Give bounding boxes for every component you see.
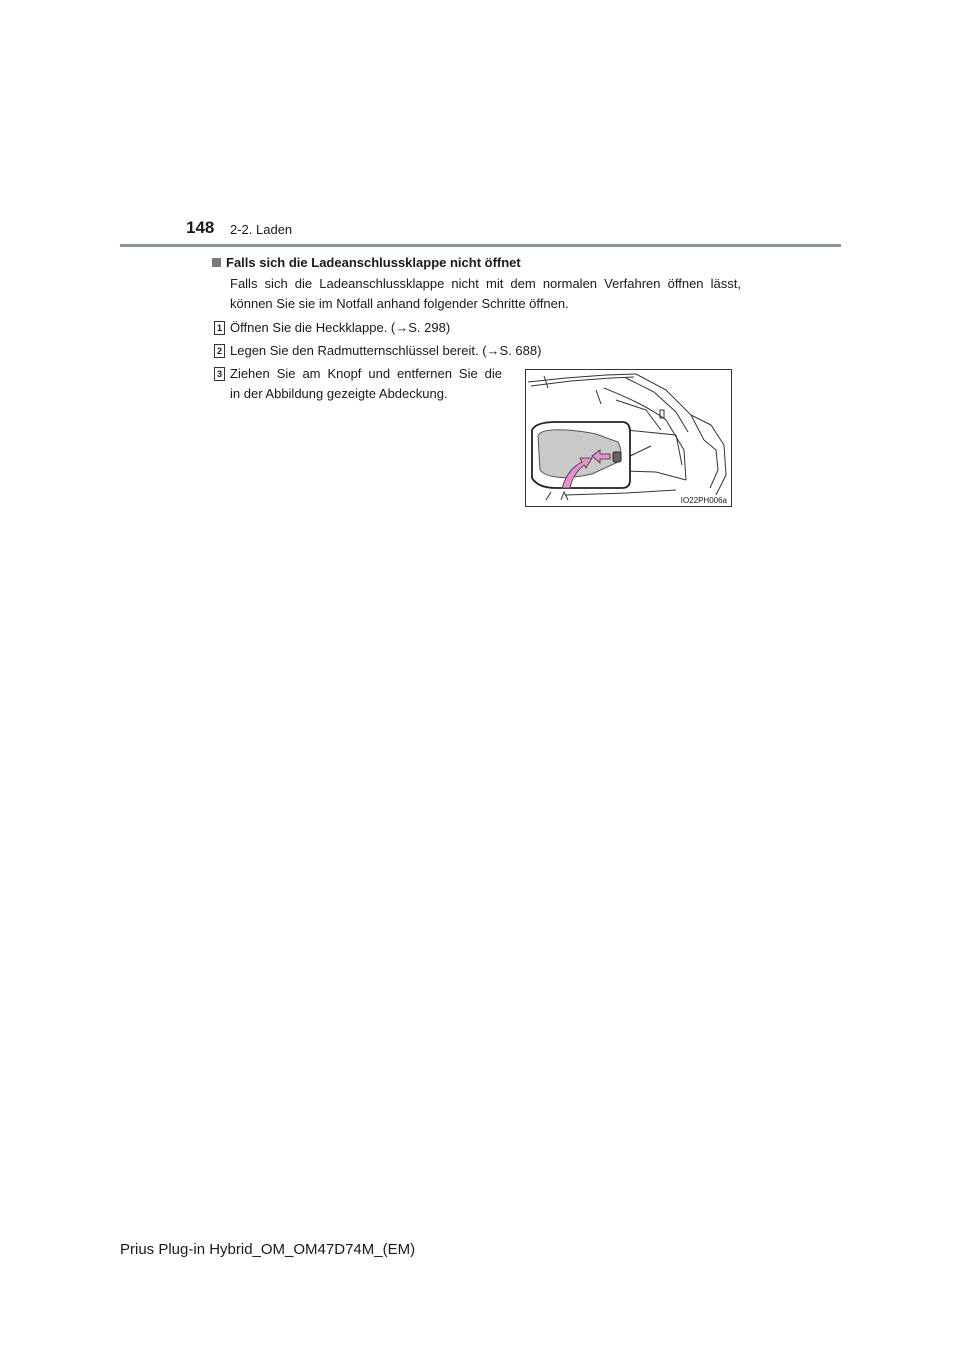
square-bullet-icon (212, 258, 221, 267)
intro-line-2: können Sie sie im Notfall anhand folgender Schritte öffnen. (230, 296, 569, 311)
step-text: Öffnen Sie die Heckklappe. (→S. 298) (230, 320, 451, 335)
intro-paragraph (230, 274, 741, 314)
trunk-illustration (526, 370, 731, 506)
figure-id-label: IO22PH006a (680, 496, 727, 505)
step-number-badge: 3 (214, 367, 225, 381)
page-number: 148 (186, 218, 215, 237)
subsection-heading (212, 255, 521, 270)
step-text: Legen Sie den Radmutternschlüssel bereit. (→S. 688) (230, 343, 542, 358)
cover-inset (532, 422, 651, 488)
step-number-badge: 2 (214, 344, 225, 358)
intro-line-1: Falls sich die Ladeanschlussklappe nicht mit dem normalen Verfahren öffnen lässt, (230, 276, 741, 291)
section-title: 2-2. Laden (230, 222, 293, 237)
step-text (230, 364, 502, 404)
header-divider (120, 244, 841, 247)
step-text-line-1: Ziehen Sie am Knopf und entfernen Sie die (230, 366, 502, 381)
illustration-trunk-cover (525, 369, 732, 507)
document-footer: Prius Plug-in Hybrid_OM_OM47D74M_(EM) (120, 1241, 416, 1258)
step-text-line-2: in der Abbildung gezeigte Abdeckung. (230, 386, 448, 401)
step-number-badge: 1 (214, 321, 225, 335)
heading-text: Falls sich die Ladeanschlussklappe nicht öffnet (226, 255, 521, 270)
